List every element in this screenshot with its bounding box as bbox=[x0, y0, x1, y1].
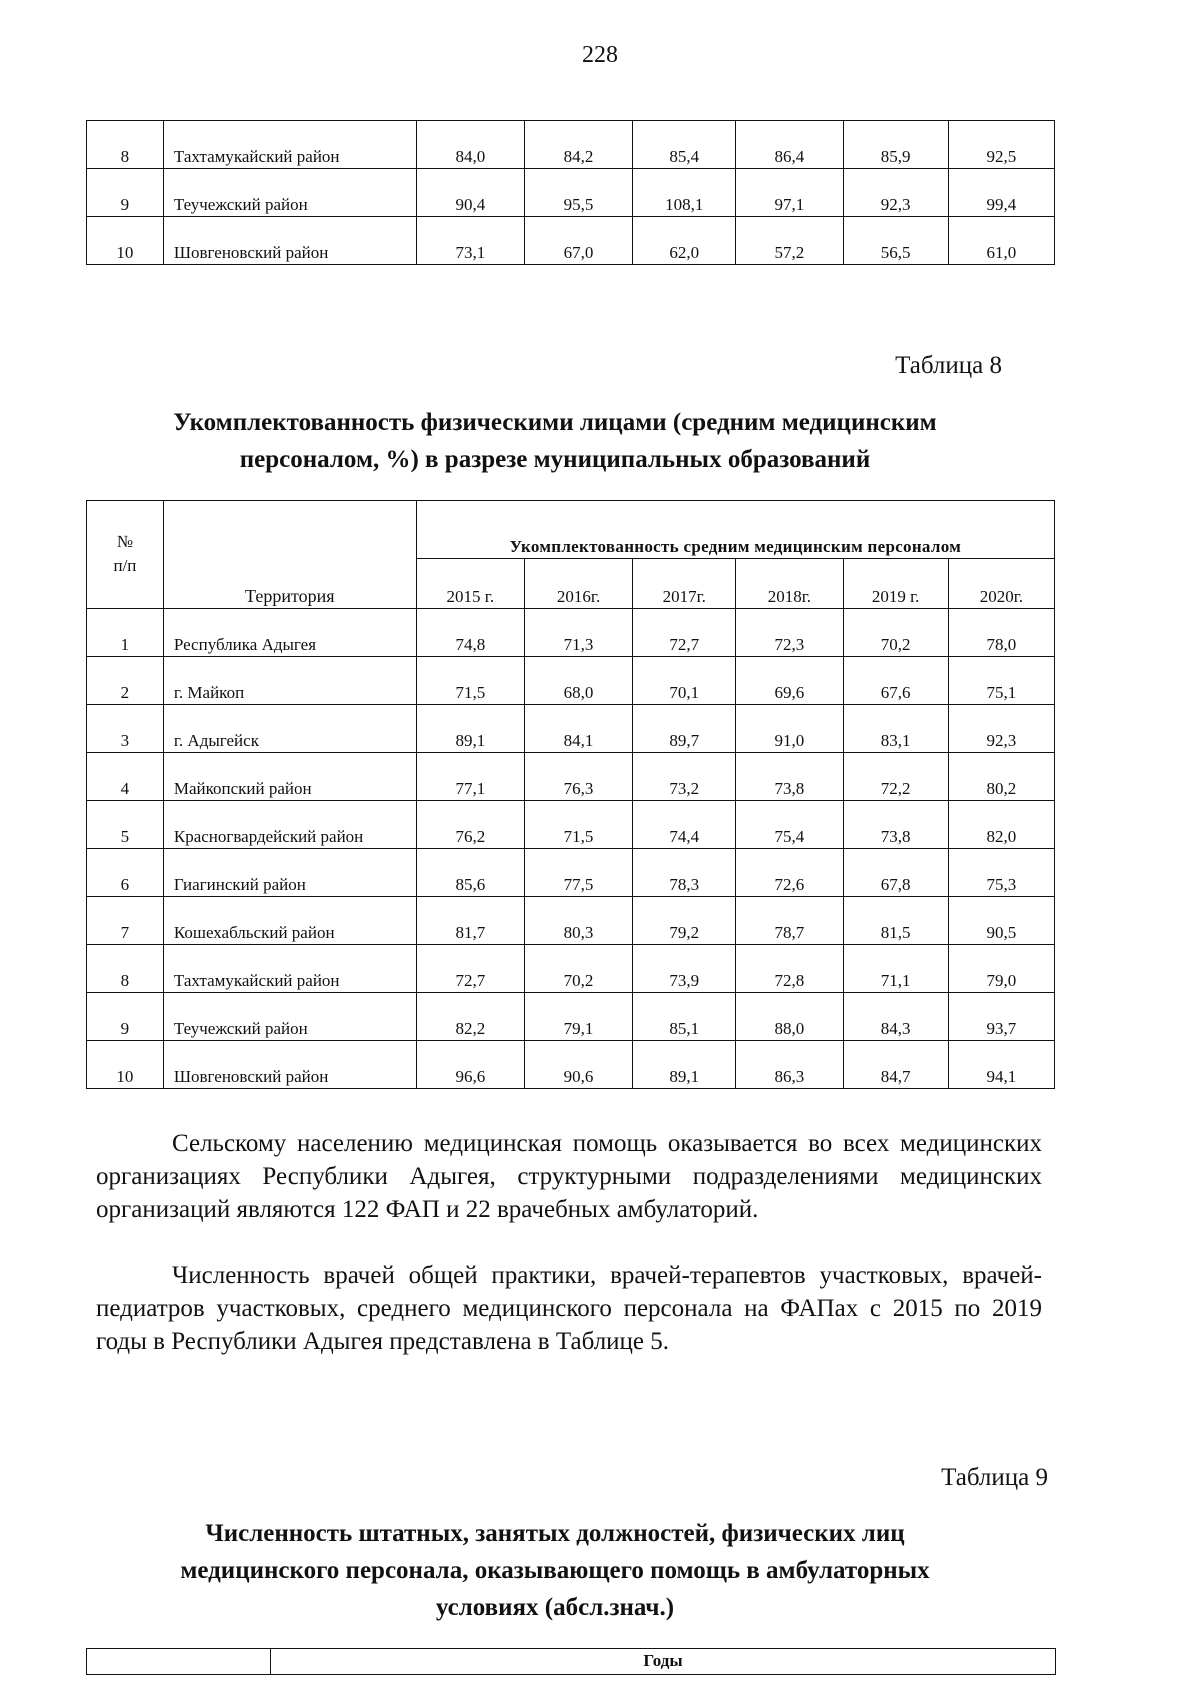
territory-name: Теучежский район bbox=[163, 169, 416, 217]
table-row bbox=[87, 121, 1055, 169]
value-cell: 89,1 bbox=[416, 705, 524, 753]
row-number: 7 bbox=[87, 897, 164, 945]
row-number: 2 bbox=[87, 657, 164, 705]
territory-name: Гиагинский район bbox=[163, 849, 416, 897]
table-row bbox=[87, 849, 1055, 897]
table-row bbox=[87, 169, 1055, 217]
header-year: 2015 г. bbox=[416, 559, 524, 609]
value-cell: 91,0 bbox=[736, 705, 843, 753]
value-cell: 85,6 bbox=[416, 849, 524, 897]
value-cell: 97,1 bbox=[736, 169, 843, 217]
value-cell: 79,0 bbox=[948, 945, 1054, 993]
previous-table-tail bbox=[86, 120, 1055, 265]
header-number bbox=[87, 501, 164, 609]
table-row bbox=[87, 753, 1055, 801]
value-cell: 71,3 bbox=[524, 609, 632, 657]
value-cell: 93,7 bbox=[948, 993, 1054, 1041]
territory-name: Шовгеновский район bbox=[163, 217, 416, 265]
table8-title bbox=[110, 404, 1000, 478]
territory-name: Шовгеновский район bbox=[163, 1041, 416, 1089]
value-cell: 89,1 bbox=[633, 1041, 736, 1089]
table9-header bbox=[86, 1648, 1056, 1675]
table-row bbox=[87, 897, 1055, 945]
row-number: 1 bbox=[87, 609, 164, 657]
header-year: 2019 г. bbox=[843, 559, 948, 609]
value-cell: 73,9 bbox=[633, 945, 736, 993]
value-cell: 73,8 bbox=[736, 753, 843, 801]
table-row bbox=[87, 657, 1055, 705]
value-cell: 86,3 bbox=[736, 1041, 843, 1089]
table9-title-line2: медицинского персонала, оказывающего помощь в амбулаторных bbox=[180, 1557, 930, 1584]
value-cell: 85,4 bbox=[633, 121, 736, 169]
value-cell: 70,2 bbox=[843, 609, 948, 657]
row-number: 8 bbox=[87, 945, 164, 993]
table-row bbox=[87, 217, 1055, 265]
value-cell: 90,4 bbox=[416, 169, 524, 217]
header-year: 2018г. bbox=[736, 559, 843, 609]
value-cell: 75,1 bbox=[948, 657, 1054, 705]
value-cell: 83,1 bbox=[843, 705, 948, 753]
territory-name: г. Адыгейск bbox=[163, 705, 416, 753]
value-cell: 67,8 bbox=[843, 849, 948, 897]
value-cell: 84,3 bbox=[843, 993, 948, 1041]
value-cell: 71,1 bbox=[843, 945, 948, 993]
value-cell: 61,0 bbox=[948, 217, 1054, 265]
value-cell: 67,0 bbox=[524, 217, 632, 265]
table-row bbox=[87, 705, 1055, 753]
row-number: 10 bbox=[87, 217, 164, 265]
header-staffing-group: Укомплектованность средним медицинским персоналом bbox=[416, 501, 1054, 559]
table9-header-years: Годы bbox=[271, 1649, 1056, 1675]
value-cell: 92,3 bbox=[948, 705, 1054, 753]
value-cell: 70,2 bbox=[524, 945, 632, 993]
value-cell: 81,5 bbox=[843, 897, 948, 945]
value-cell: 76,3 bbox=[524, 753, 632, 801]
value-cell: 73,1 bbox=[416, 217, 524, 265]
territory-name: Тахтамукайский район bbox=[163, 945, 416, 993]
value-cell: 89,7 bbox=[633, 705, 736, 753]
value-cell: 78,3 bbox=[633, 849, 736, 897]
header-number-symbol: № bbox=[116, 532, 134, 551]
territory-name: Республика Адыгея bbox=[163, 609, 416, 657]
row-number: 4 bbox=[87, 753, 164, 801]
value-cell: 56,5 bbox=[843, 217, 948, 265]
value-cell: 95,5 bbox=[524, 169, 632, 217]
territory-name: Тахтамукайский район bbox=[163, 121, 416, 169]
value-cell: 78,7 bbox=[736, 897, 843, 945]
value-cell: 76,2 bbox=[416, 801, 524, 849]
value-cell: 77,5 bbox=[524, 849, 632, 897]
value-cell: 90,6 bbox=[524, 1041, 632, 1089]
value-cell: 62,0 bbox=[633, 217, 736, 265]
table-row bbox=[87, 1041, 1055, 1089]
row-number: 3 bbox=[87, 705, 164, 753]
value-cell: 75,4 bbox=[736, 801, 843, 849]
table8-title-line1: Укомплектованность физическими лицами (средним медицинским bbox=[173, 409, 937, 436]
header-year: 2020г. bbox=[948, 559, 1054, 609]
table8-title-line2: персоналом, %) в разрезе муниципальных образований bbox=[239, 446, 871, 473]
header-territory: Территория bbox=[163, 501, 416, 609]
territory-name: Майкопский район bbox=[163, 753, 416, 801]
value-cell: 72,7 bbox=[633, 609, 736, 657]
table8-caption: Таблица 8 bbox=[895, 352, 1002, 379]
value-cell: 99,4 bbox=[948, 169, 1054, 217]
value-cell: 79,1 bbox=[524, 993, 632, 1041]
header-number-label: п/п bbox=[113, 556, 137, 575]
value-cell: 82,0 bbox=[948, 801, 1054, 849]
row-number: 8 bbox=[87, 121, 164, 169]
territory-name: Красногвардейский район bbox=[163, 801, 416, 849]
value-cell: 72,3 bbox=[736, 609, 843, 657]
value-cell: 80,2 bbox=[948, 753, 1054, 801]
table9-caption: Таблица 9 bbox=[941, 1464, 1048, 1491]
value-cell: 81,7 bbox=[416, 897, 524, 945]
value-cell: 71,5 bbox=[416, 657, 524, 705]
value-cell: 90,5 bbox=[948, 897, 1054, 945]
value-cell: 75,3 bbox=[948, 849, 1054, 897]
value-cell: 85,9 bbox=[843, 121, 948, 169]
value-cell: 69,6 bbox=[736, 657, 843, 705]
table9-title bbox=[110, 1515, 1000, 1626]
value-cell: 86,4 bbox=[736, 121, 843, 169]
row-number: 9 bbox=[87, 169, 164, 217]
value-cell: 73,2 bbox=[633, 753, 736, 801]
value-cell: 77,1 bbox=[416, 753, 524, 801]
table-row bbox=[87, 993, 1055, 1041]
value-cell: 84,1 bbox=[524, 705, 632, 753]
table-row bbox=[87, 801, 1055, 849]
table-row bbox=[87, 609, 1055, 657]
territory-name: Теучежский район bbox=[163, 993, 416, 1041]
value-cell: 92,5 bbox=[948, 121, 1054, 169]
value-cell: 57,2 bbox=[736, 217, 843, 265]
value-cell: 96,6 bbox=[416, 1041, 524, 1089]
table-row bbox=[87, 945, 1055, 993]
value-cell: 108,1 bbox=[633, 169, 736, 217]
value-cell: 82,2 bbox=[416, 993, 524, 1041]
staffing-table bbox=[86, 500, 1055, 1089]
row-number: 9 bbox=[87, 993, 164, 1041]
page-number: 228 bbox=[582, 42, 618, 68]
value-cell: 79,2 bbox=[633, 897, 736, 945]
value-cell: 68,0 bbox=[524, 657, 632, 705]
table9-header-empty bbox=[87, 1649, 271, 1675]
value-cell: 72,6 bbox=[736, 849, 843, 897]
value-cell: 84,2 bbox=[524, 121, 632, 169]
value-cell: 67,6 bbox=[843, 657, 948, 705]
territory-name: г. Майкоп bbox=[163, 657, 416, 705]
value-cell: 84,7 bbox=[843, 1041, 948, 1089]
row-number: 5 bbox=[87, 801, 164, 849]
value-cell: 73,8 bbox=[843, 801, 948, 849]
value-cell: 85,1 bbox=[633, 993, 736, 1041]
paragraph-staff-count: Численность врачей общей практики, врачей-терапевтов участковых, врачей-педиатров участковых, среднего медицинского персонала на ФАПах с 2015 по 2019 годы в Республики Адыгея представлена в Таблице 5. bbox=[96, 1262, 1042, 1355]
header-year: 2016г. bbox=[524, 559, 632, 609]
row-number: 10 bbox=[87, 1041, 164, 1089]
header-year: 2017г. bbox=[633, 559, 736, 609]
value-cell: 92,3 bbox=[843, 169, 948, 217]
value-cell: 80,3 bbox=[524, 897, 632, 945]
table9-title-line3: условиях (абсл.знач.) bbox=[435, 1594, 675, 1621]
value-cell: 88,0 bbox=[736, 993, 843, 1041]
table9-title-line1: Численность штатных, занятых должностей, физических лиц bbox=[205, 1520, 905, 1547]
paragraph-rural-care: Сельскому населению медицинская помощь оказывается во всех медицинских организациях Республики Адыгея, структурными подразделениями медицинских организаций являются 122 ФАП и 22 врачебных амбулаторий. bbox=[96, 1130, 1042, 1223]
value-cell: 70,1 bbox=[633, 657, 736, 705]
value-cell: 72,8 bbox=[736, 945, 843, 993]
territory-name: Кошехабльский район bbox=[163, 897, 416, 945]
value-cell: 74,8 bbox=[416, 609, 524, 657]
value-cell: 72,2 bbox=[843, 753, 948, 801]
value-cell: 72,7 bbox=[416, 945, 524, 993]
value-cell: 94,1 bbox=[948, 1041, 1054, 1089]
row-number: 6 bbox=[87, 849, 164, 897]
value-cell: 71,5 bbox=[524, 801, 632, 849]
value-cell: 84,0 bbox=[416, 121, 524, 169]
value-cell: 78,0 bbox=[948, 609, 1054, 657]
value-cell: 74,4 bbox=[633, 801, 736, 849]
